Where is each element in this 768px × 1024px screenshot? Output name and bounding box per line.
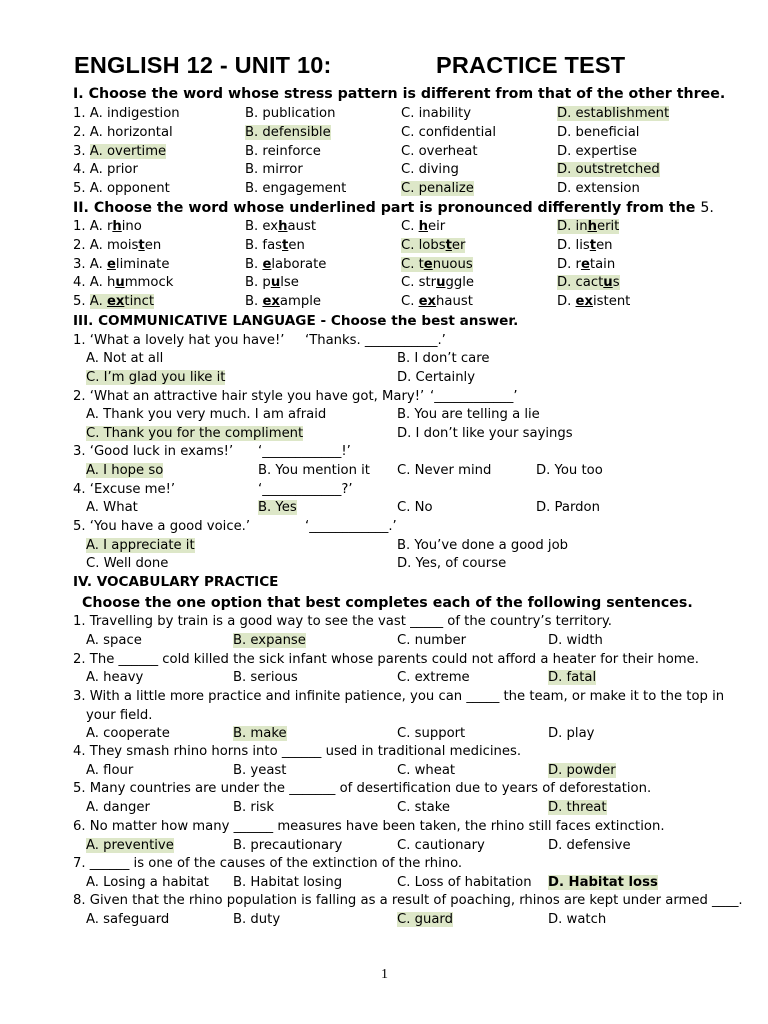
section-1-heading: I. Choose the word whose stress pattern is different from that of the other three. [73,86,726,102]
option: C. number [397,633,467,648]
answer-option: D. threat [548,800,607,815]
option: B. You are telling a lie [397,407,540,422]
option: D. width [548,633,603,648]
underlined-part: e [423,257,433,272]
option: D. Certainly [397,370,476,385]
question-text: 7. ______ is one of the causes of the extinction of the rhino. [73,856,463,871]
option: 2. A. moisten [73,238,162,253]
option: C. overheat [401,144,478,159]
section-4-heading: IV. VOCABULARY PRACTICE [73,574,279,590]
option: 1. A. rhino [73,219,142,234]
option: A. cooperate [86,726,170,741]
answer-option: 5. A. extinct [73,294,155,309]
response-blank: ‘____________!’ [258,444,351,459]
option: A. danger [86,800,150,815]
option: B. You’ve done a good job [397,538,569,553]
section-3-heading: III. COMMUNICATIVE LANGUAGE - Choose the best answer. [73,313,519,329]
title-unit: ENGLISH 12 - UNIT 10: [74,52,332,78]
answer-option: D. Habitat loss [548,875,658,890]
option: C. No [397,500,433,515]
option: C. exhaust [401,294,473,309]
option: 3. A. overtime [73,144,167,159]
option: B. elaborate [245,257,327,272]
answer-option: C. guard [397,912,453,927]
option: D. watch [548,912,607,927]
underlined-part: t [282,238,289,253]
option: D. extension [557,181,640,196]
title-test: PRACTICE TEST [436,52,626,78]
question-text: 4. They smash rhino horns into ______ used in traditional medicines. [73,744,522,759]
option: C. Never mind [397,463,492,478]
underlined-part: u [115,275,125,290]
answer-option: D. cactus [557,275,620,290]
question-text: 5. Many countries are under the _______ of desertification due to years of deforestation. [73,781,652,796]
page-number: 1 [381,967,388,982]
option: B. precautionary [233,838,343,853]
question-text: 6. No matter how many ______ measures have been taken, the rhino still faces extinction. [73,819,665,834]
option: D. existent [557,294,631,309]
underlined-part: h [278,219,288,234]
option: D. retain [557,257,616,272]
question-text: 1. Travelling by train is a good way to see the vast _____ of the country’s territory. [73,614,613,629]
option: C. cautionary [397,838,485,853]
question-text: 2. The ______ cold killed the sick infant whose parents could not afford a heater for their home. [73,652,699,667]
option: B. mirror [245,162,303,177]
option: B. publication [245,106,336,121]
underlined-part: u [603,275,613,290]
option: C. support [397,726,466,741]
option: A. What [86,500,138,515]
option: D. expertise [557,144,637,159]
underlined-part: u [436,275,446,290]
option: D. I don’t like your sayings [397,426,573,441]
option: C. Well done [86,556,169,571]
question-text: 3. With a little more practice and infinite patience, you can _____ the team, or make it to the top in [73,689,725,704]
option: D. listen [557,238,613,253]
option: B. Habitat losing [233,875,343,890]
underlined-part: t [589,238,597,253]
answer-option: A. overtime [89,144,167,159]
option: B. exhaust [245,219,316,234]
option: B. I don’t care [397,351,490,366]
option: C. diving [401,162,459,177]
option: A. Thank you very much. I am afraid [86,407,327,422]
option: D. beneficial [557,125,640,140]
question-text: 2. ‘What an attractive hair style you have got, Mary!’ [73,389,425,404]
answer-option: A. I appreciate it [86,538,195,553]
answer-option: B. expanse [233,633,306,648]
option: C. extreme [397,670,470,685]
answer-option: C. penalize [401,181,474,196]
option: A. Losing a habitat [86,875,209,890]
underlined-part: e [262,257,272,272]
option: 4. A. hummock [73,275,174,290]
answer-option: B. defensible [245,125,331,140]
answer-option: C. tenuous [401,257,473,272]
underlined-part: ex [418,294,437,309]
answer-option: A. preventive [86,838,174,853]
option: B. reinforce [245,144,321,159]
underlined-part: ex [106,294,125,309]
underlined-part: e [106,257,116,272]
option: D. defensive [548,838,631,853]
response-blank: ‘____________?’ [258,482,353,497]
answer-option: C. I’m glad you like it [86,370,226,385]
option: B. risk [233,800,275,815]
option: C. inability [401,106,472,121]
underlined-part: h [587,219,597,234]
question-text: 8. Given that the rhino population is falling as a result of poaching, rhinos are kept under armed ____. [73,893,743,908]
option: B. yeast [233,763,287,778]
underlined-part: h [112,219,122,234]
question-text: 5. ‘You have a good voice.’ [73,519,251,534]
option: A. flour [86,763,134,778]
option: B. serious [233,670,298,685]
option: A. Not at all [86,351,164,366]
option: D. Yes, of course [397,556,507,571]
underlined-part: ex [262,294,280,309]
underlined-part: t [445,238,452,253]
answer-option: C. lobster [401,238,466,253]
answer-option: D. establishment [557,106,670,121]
underlined-part: ex [575,294,593,309]
option: D. Pardon [536,500,600,515]
option: A. space [86,633,142,648]
option: B. engagement [245,181,347,196]
option: 4. A. prior [73,162,138,177]
option: 5. A. opponent [73,181,170,196]
option: B. duty [233,912,281,927]
question-text-cont: your field. [86,708,153,723]
underlined-part: u [270,275,281,290]
option: C. Loss of habitation [397,875,532,890]
answer-option: D. fatal [548,670,597,685]
answer-option: A. I hope so [86,463,164,478]
option: C. struggle [401,275,474,290]
response-blank: ‘____________’ [430,389,518,404]
answer-option: D. outstretched [557,162,660,177]
response-blank: ‘____________.’ [305,519,397,534]
question-text: 4. ‘Excuse me!’ [73,482,176,497]
section-4-subheading: Choose the one option that best completes each of the following sentences. [82,595,693,611]
answer-option: B. make [233,726,287,741]
option: C. wheat [397,763,456,778]
response-blank: ‘Thanks. ___________.’ [305,333,446,348]
question-text: 1. ‘What a lovely hat you have!’ [73,333,285,348]
underlined-part: h [418,219,428,234]
answer-option: D. powder [548,763,616,778]
answer-option: C. Thank you for the compliment [86,426,304,441]
section-2-heading: II. Choose the word whose underlined part is pronounced differently from the 5. [73,200,714,216]
option: B. example [245,294,321,309]
answer-option: D. inherit [557,219,620,234]
underlined-part: t [138,238,145,253]
question-text: 3. ‘Good luck in exams!’ [73,444,234,459]
option: 1. A. indigestion [73,106,180,121]
option: A. heavy [86,670,144,685]
option: B. pulse [245,275,299,290]
option: 3. A. eliminate [73,257,170,272]
answer-option: B. Yes [258,500,297,515]
option: 2. A. horizontal [73,125,173,140]
option: B. fasten [245,238,305,253]
option: C. confidential [401,125,496,140]
option: C. stake [397,800,450,815]
underlined-part: e [580,257,590,272]
option: A. safeguard [86,912,170,927]
page-title [74,52,626,79]
option: D. You too [536,463,603,478]
option: C. heir [401,219,446,234]
option: D. play [548,726,595,741]
option: B. You mention it [258,463,370,478]
